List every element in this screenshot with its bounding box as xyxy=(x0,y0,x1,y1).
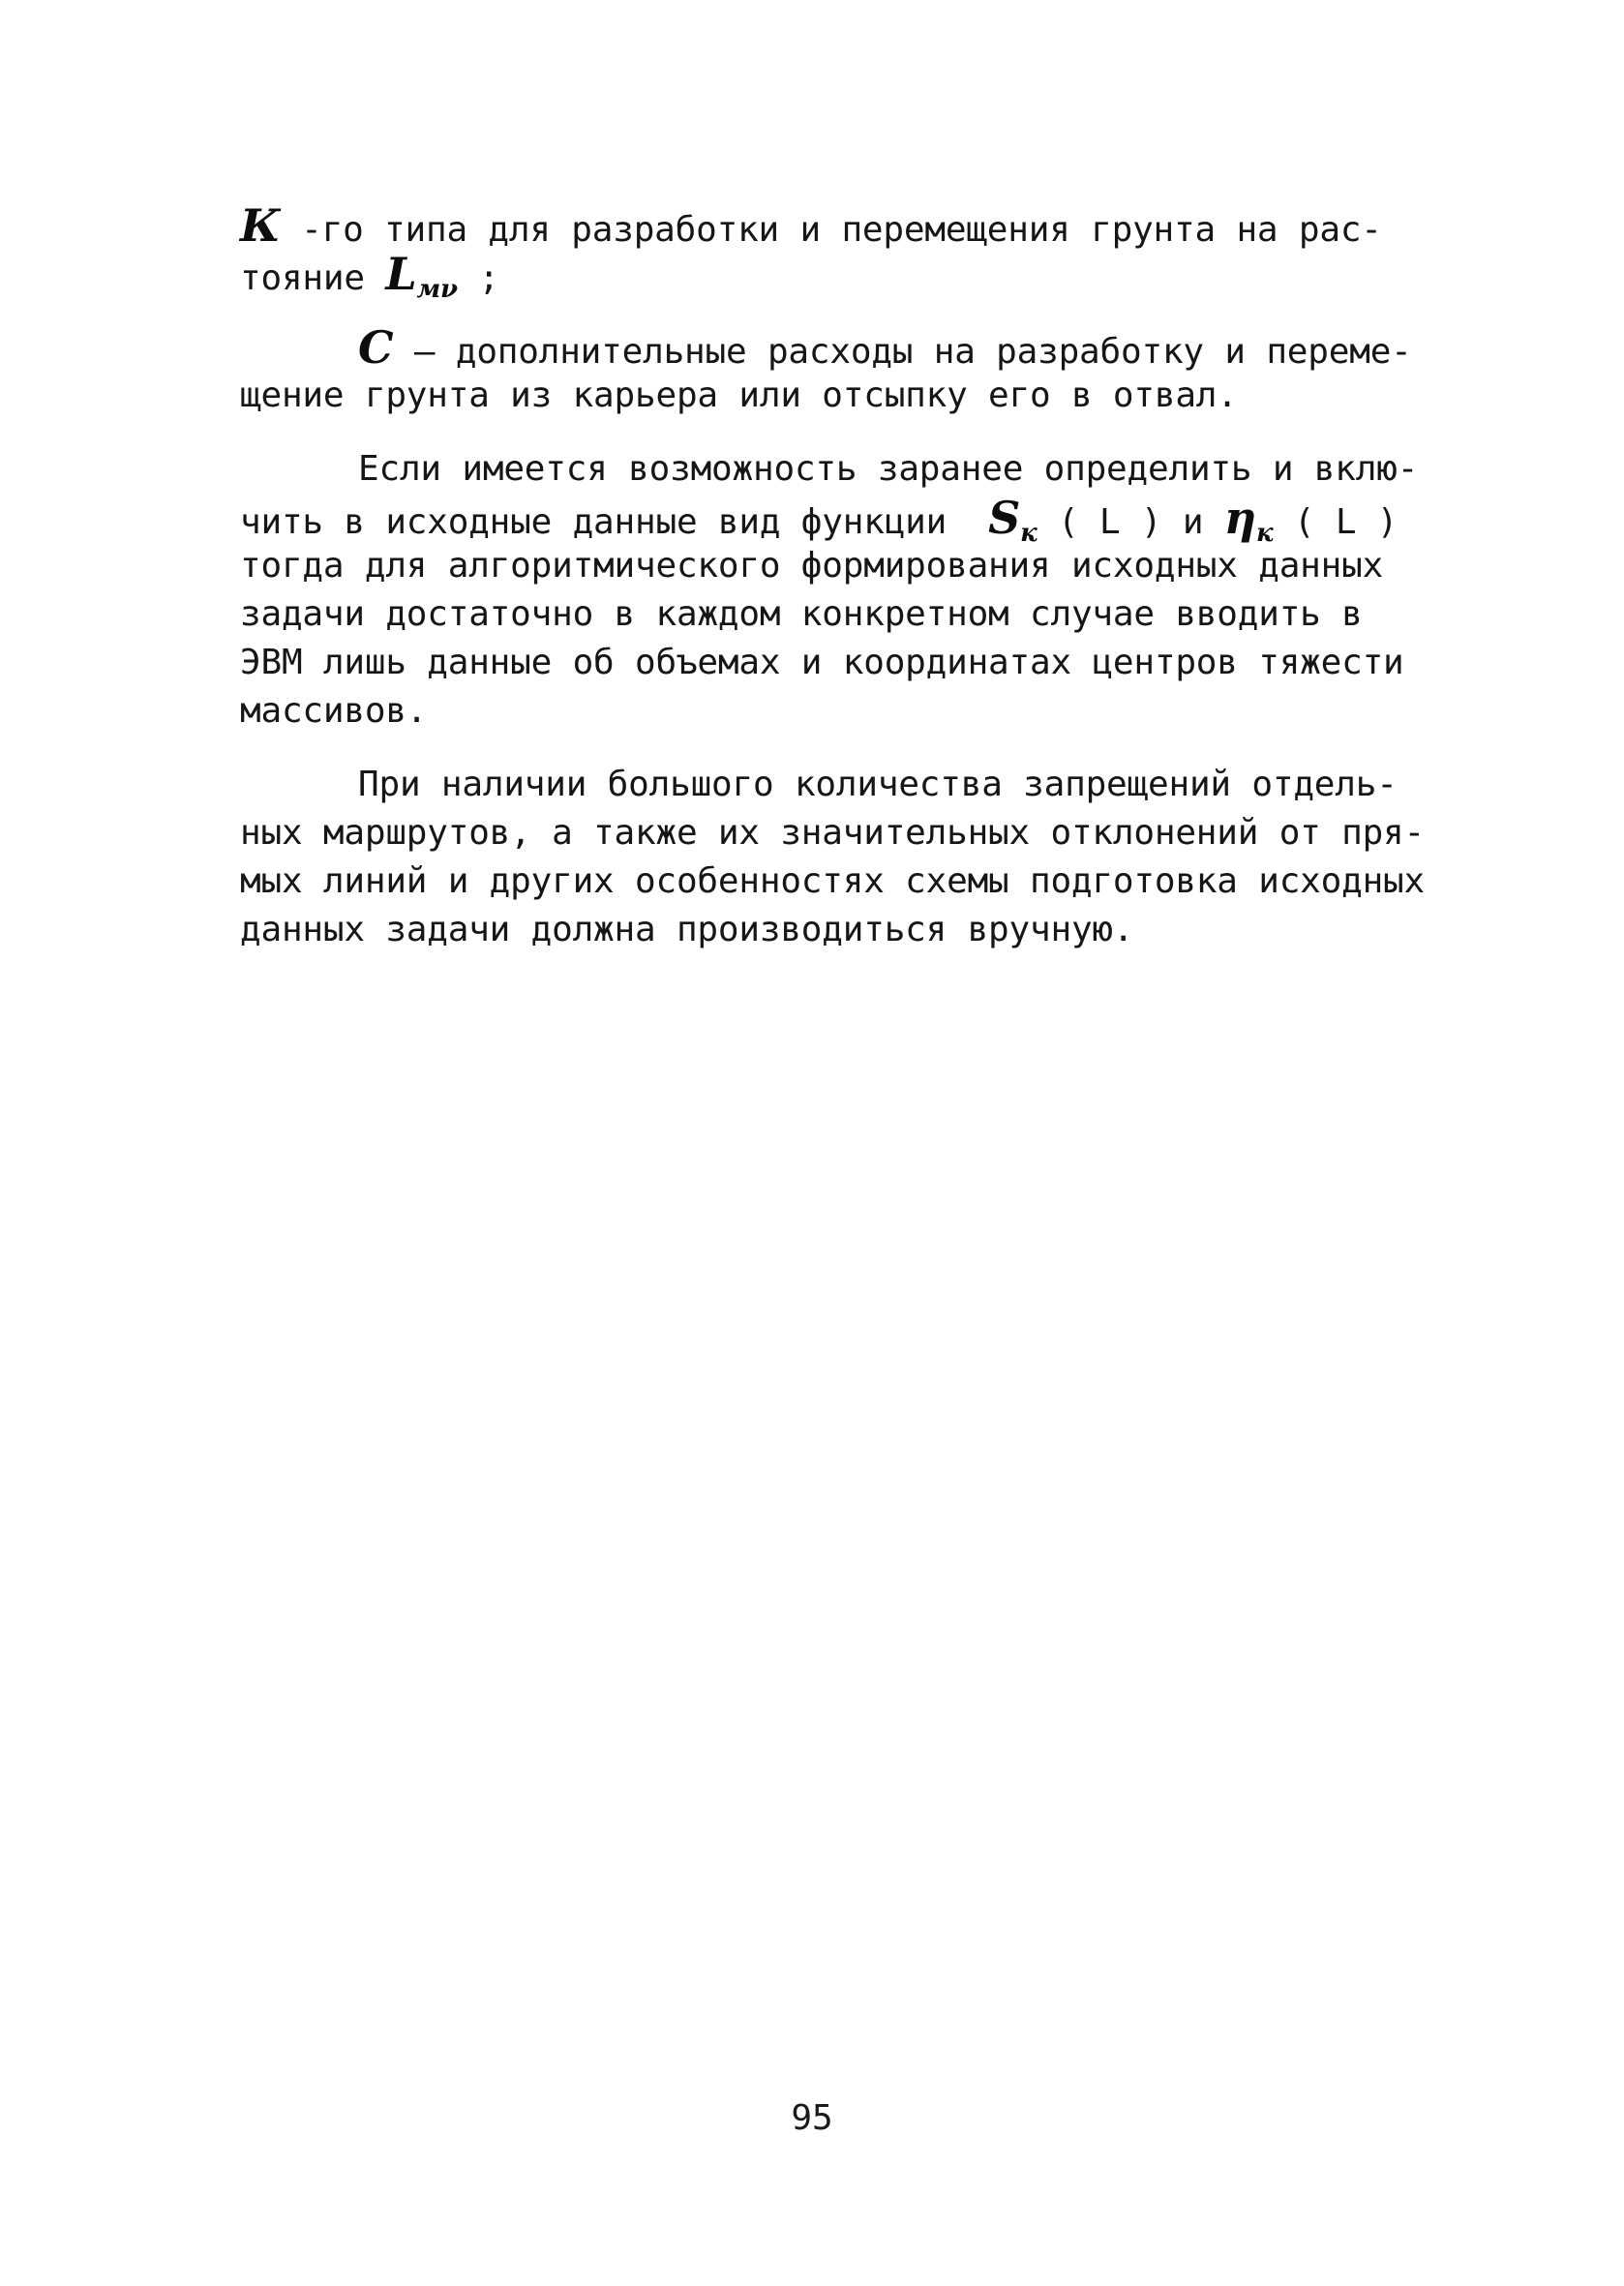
function-argument: ( L ) xyxy=(1273,502,1398,542)
paragraph-1-line-1 xyxy=(240,201,1401,250)
paragraph-2-line-2: щение грунта из карьера или отсыпку его в отвал. xyxy=(240,376,1238,415)
symbol-k: К xyxy=(240,199,281,252)
paragraph-1-line-2 xyxy=(240,248,1401,304)
symbol-l-mv: $L_{м\nu}$ xyxy=(385,248,458,304)
text-run: -го типа для разработки и перемещения грунта на рас- xyxy=(280,210,1382,250)
paragraph-3-line-6: массивов. xyxy=(240,691,428,731)
paragraph-3-line-4: задачи достаточно в каждом конкретном случае вводить в xyxy=(240,594,1363,634)
paragraph-4-line-3: мых линий и других особенностях схемы подготовка исходных xyxy=(240,861,1426,901)
text-run: тояние xyxy=(240,258,386,298)
body-text xyxy=(240,199,1426,954)
text-run: – дополнительные расходы на разработку и переме- xyxy=(393,332,1412,372)
paragraph-3-line-2 xyxy=(240,492,1401,548)
function-s-k: $S_к$ xyxy=(988,492,1038,548)
paragraph-3-line-1: Если имеется возможность заранее определить и вклю- xyxy=(358,449,1419,489)
function-argument: ( L ) xyxy=(1037,502,1183,542)
text-run: чить в исходные данные вид функции xyxy=(240,502,989,542)
paragraph-3-line-3: тогда для алгоритмического формирования исходных данных xyxy=(240,546,1384,586)
function-eta-k: $\eta_к$ xyxy=(1223,492,1274,548)
text-run: и xyxy=(1182,502,1224,542)
page-number: 95 xyxy=(791,2098,833,2138)
paragraph-4-line-1: При наличии большого количества запрещений отдель- xyxy=(358,765,1398,804)
paragraph-4-line-4: данных задачи должна производиться вручную. xyxy=(240,910,1134,949)
symbol-c: С xyxy=(358,321,394,374)
paragraph-4-line-2: ных маршрутов, а также их значительных отклонений от пря- xyxy=(240,813,1426,853)
text-run: ; xyxy=(457,258,499,298)
paragraph-2-line-1 xyxy=(240,321,1412,374)
paragraph-3-line-5: ЭВМ лишь данные об объемах и координатах центров тяжести xyxy=(240,643,1404,682)
